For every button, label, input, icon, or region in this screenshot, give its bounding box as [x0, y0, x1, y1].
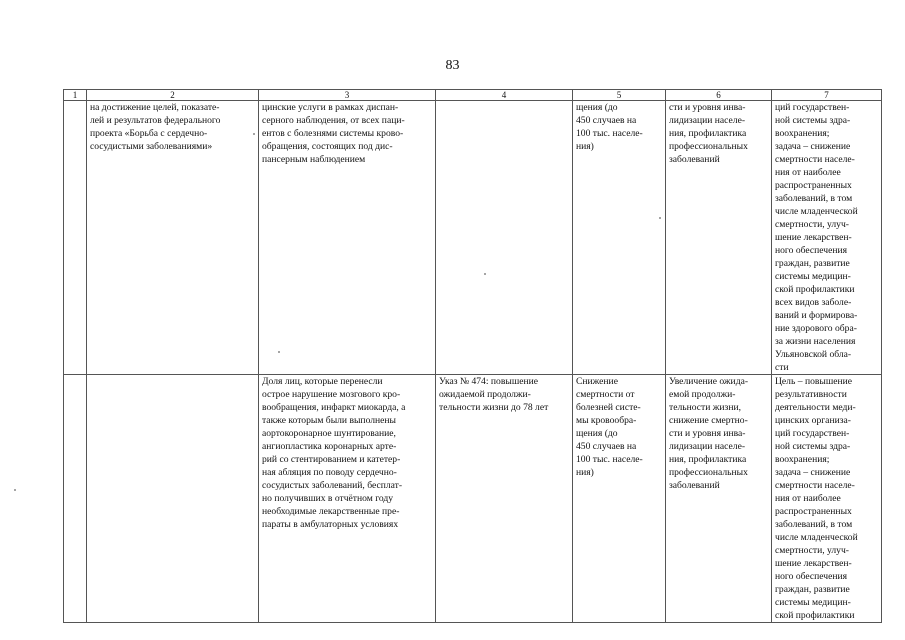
table-cell-col2 — [87, 375, 259, 623]
column-header-5: 5 — [573, 90, 666, 101]
cell-text: Указ № 474: повышение ожидаемой продолжи- тельности жизни до 78 лет — [439, 376, 549, 413]
column-header-3: 3 — [259, 90, 436, 101]
scan-speck — [253, 133, 255, 135]
cell-text: щения (до 450 случаев на 100 тыс. населе- ния) — [576, 102, 643, 152]
table-cell-col7 — [772, 375, 882, 623]
cell-text: ций государствен- ной системы здра- воохранения; задача – снижение смертности населе- ния от наиболее распространенных заболеваний, в том числе младенческой смертности, улуч- шение лекарствен- ного обеспечения граждан, развитие системы медицин- ской профилактики всех видов заболе- ваний и формирова- ние здорового обра- за жизни населения Ульяновской обла- сти — [775, 102, 858, 373]
data-table — [63, 89, 882, 623]
cell-text: Увеличение ожида- емой продолжи- тельности жизни, снижение смертно- сти и уровня инва- лидизации населе- ния, профилактика профессиональных заболеваний — [669, 376, 749, 491]
scan-speck — [484, 273, 486, 275]
page-number: 83 — [445, 58, 460, 73]
cell-text: Снижение смертности от болезней систе- мы кровообра- щения (до 450 случаев на 100 тыс. населе- ния) — [576, 376, 643, 478]
table-row — [64, 375, 882, 623]
column-header-1: 1 — [64, 90, 87, 101]
table-cell-col5 — [573, 101, 666, 375]
table-cell-col6 — [666, 375, 772, 623]
scan-speck — [14, 489, 16, 491]
column-header-6: 6 — [666, 90, 772, 101]
table-row — [64, 101, 882, 375]
cell-text: сти и уровня инва- лидизации населе- ния, профилактика профессиональных заболеваний — [669, 102, 748, 165]
table-cell-col3 — [259, 375, 436, 623]
table-cell-col3 — [259, 101, 436, 375]
table-cell-col5 — [573, 375, 666, 623]
table-cell-col6 — [666, 101, 772, 375]
cell-text: цинские услуги в рамках диспан- серного наблюдения, от всех паци- ентов с болезнями системы крово- обращения, состоящих под дис- пансерным наблюдением — [262, 102, 405, 165]
column-header-4: 4 — [436, 90, 573, 101]
scan-speck — [659, 217, 661, 219]
column-header-7: 7 — [772, 90, 882, 101]
cell-text: на достижение целей, показате- лей и результатов федерального проекта «Борьба с сердечно- сосудистыми заболеваниями» — [90, 102, 221, 152]
column-header-2: 2 — [87, 90, 259, 101]
table-cell-col4 — [436, 375, 573, 623]
table-cell-col1 — [64, 375, 87, 623]
table-cell-col1 — [64, 101, 87, 375]
cell-text: Доля лиц, которые перенесли острое нарушение мозгового кро- вообращения, инфаркт миокарда, а также которым были выполнены аортокоронарное шунтирование, ангиопластика коронарных арте- рий со стентированием и катетер- ная абляция по поводу сердечно- сосудистых заболеваний, бесплат- но получивших в отчётном году необходимые лекарственные пре- параты в амбулаторных условиях — [262, 376, 406, 530]
table-cell-col7 — [772, 101, 882, 375]
table-cell-col4 — [436, 101, 573, 375]
cell-text: Цель – повышение результативности деятельности меди- цинских организа- ций государствен- ной системы здра- воохранения; задача – снижение смертности населе- ния от наиболее распространенных заболеваний, в том числе младенческой смертности, улуч- шение лекарствен- ного обеспечения граждан, развитие системы медицин- ской профилактики — [775, 376, 858, 621]
scan-speck — [278, 351, 280, 353]
table-cell-col2 — [87, 101, 259, 375]
header-row — [64, 90, 882, 101]
